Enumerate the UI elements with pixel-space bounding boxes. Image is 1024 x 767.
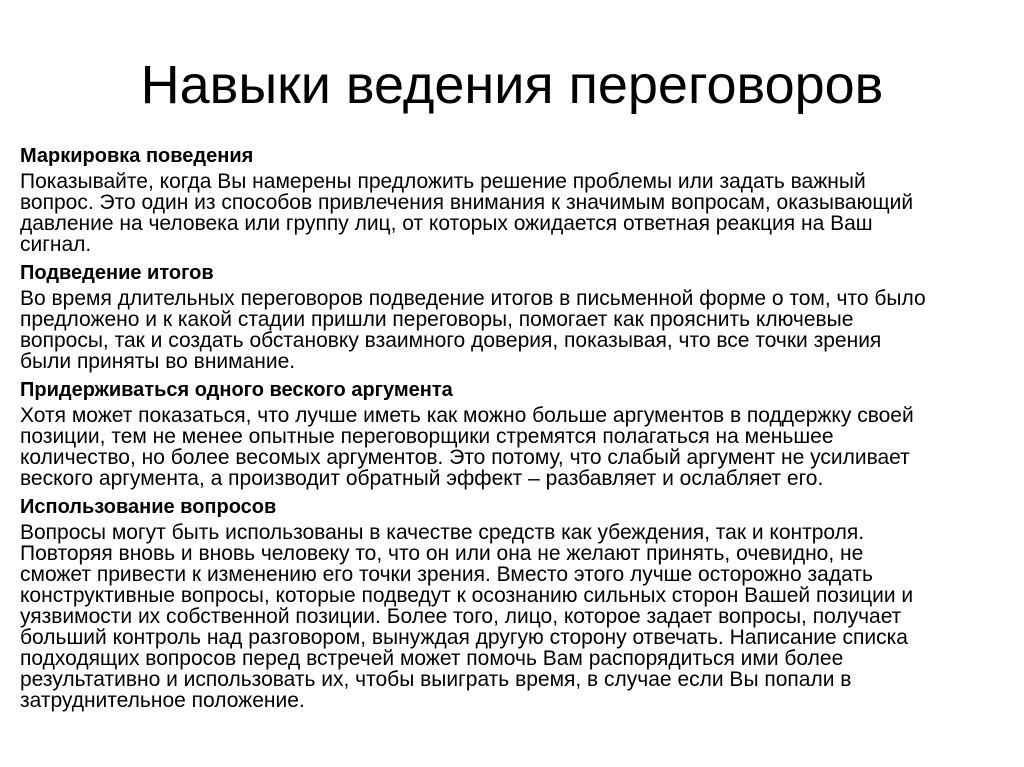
body-text-line: Повторяя вновь и вновь человеку то, что он или она не желают принять, очевидно, не [20, 542, 864, 565]
section-heading: Использование вопросов [20, 496, 277, 518]
body-text-line: веского аргумента, а производит обратный эффект – разбавляет и ослабляет его. [20, 467, 824, 490]
body-text-line: были приняты во внимание. [20, 350, 296, 373]
body-text-line: результативно и использовать их, чтобы выиграть время, в случае если Вы попали в [20, 668, 852, 691]
body-text-line: вопросы, так и создать обстановку взаимного доверия, показывая, что все точки зрения [20, 329, 882, 352]
body-text-line: уязвимости их собственной позиции. Более того, лицо, которое задает вопросы, получает [20, 605, 902, 628]
body-text-line: Хотя может показаться, что лучше иметь как можно больше аргументов в поддержку своей [20, 404, 914, 427]
section [20, 145, 1020, 255]
section [20, 262, 1020, 372]
slide-title: Навыки ведения переговоров [140, 55, 884, 115]
section-heading: Подведение итогов [20, 262, 214, 284]
body-text-line: давление на человека или группу лиц, от которых ожидается ответная реакция на Ваш [20, 212, 873, 235]
body-text-line: сможет привести к изменению его точки зрения. Вместо этого лучше осторожно задать [20, 563, 873, 586]
section-heading: Маркировка поведения [20, 145, 254, 167]
body-text-line: Вопросы могут быть использованы в качестве средств как убеждения, так и контроля. [20, 521, 865, 544]
body-text-line: предложено и к какой стадии пришли переговоры, помогает как прояснить ключевые [20, 308, 854, 331]
body-text-line: подходящих вопросов перед встречей может помочь Вам распорядиться ими более [20, 647, 844, 670]
body-text-line: затруднительное положение. [20, 689, 305, 712]
section-heading: Придерживаться одного веского аргумента [20, 379, 453, 401]
section [20, 379, 1020, 489]
body-text-line: конструктивные вопросы, которые подведут к осознанию сильных сторон Вашей позиции и [20, 584, 914, 607]
section [20, 496, 1020, 711]
body-text-line: больший контроль над разговором, вынуждая другую сторону отвечать. Написание списка [20, 626, 908, 649]
body-text-line: позиции, тем не менее опытные переговорщики стремятся полагаться на меньшее [20, 425, 834, 448]
body-text-line: Показывайте, когда Вы намерены предложить решение проблемы или задать важный [20, 170, 866, 193]
body-text-line: сигнал. [20, 233, 92, 256]
body-text-line: количество, но более весомых аргументов. Это потому, что слабый аргумент не усиливает [20, 446, 910, 469]
slide-content [20, 145, 1020, 711]
body-text-line: вопрос. Это один из способов привлечения внимания к значимым вопросам, оказывающий [20, 191, 914, 214]
body-text-line: Во время длительных переговоров подведение итогов в письменной форме о том, что было [20, 287, 926, 310]
